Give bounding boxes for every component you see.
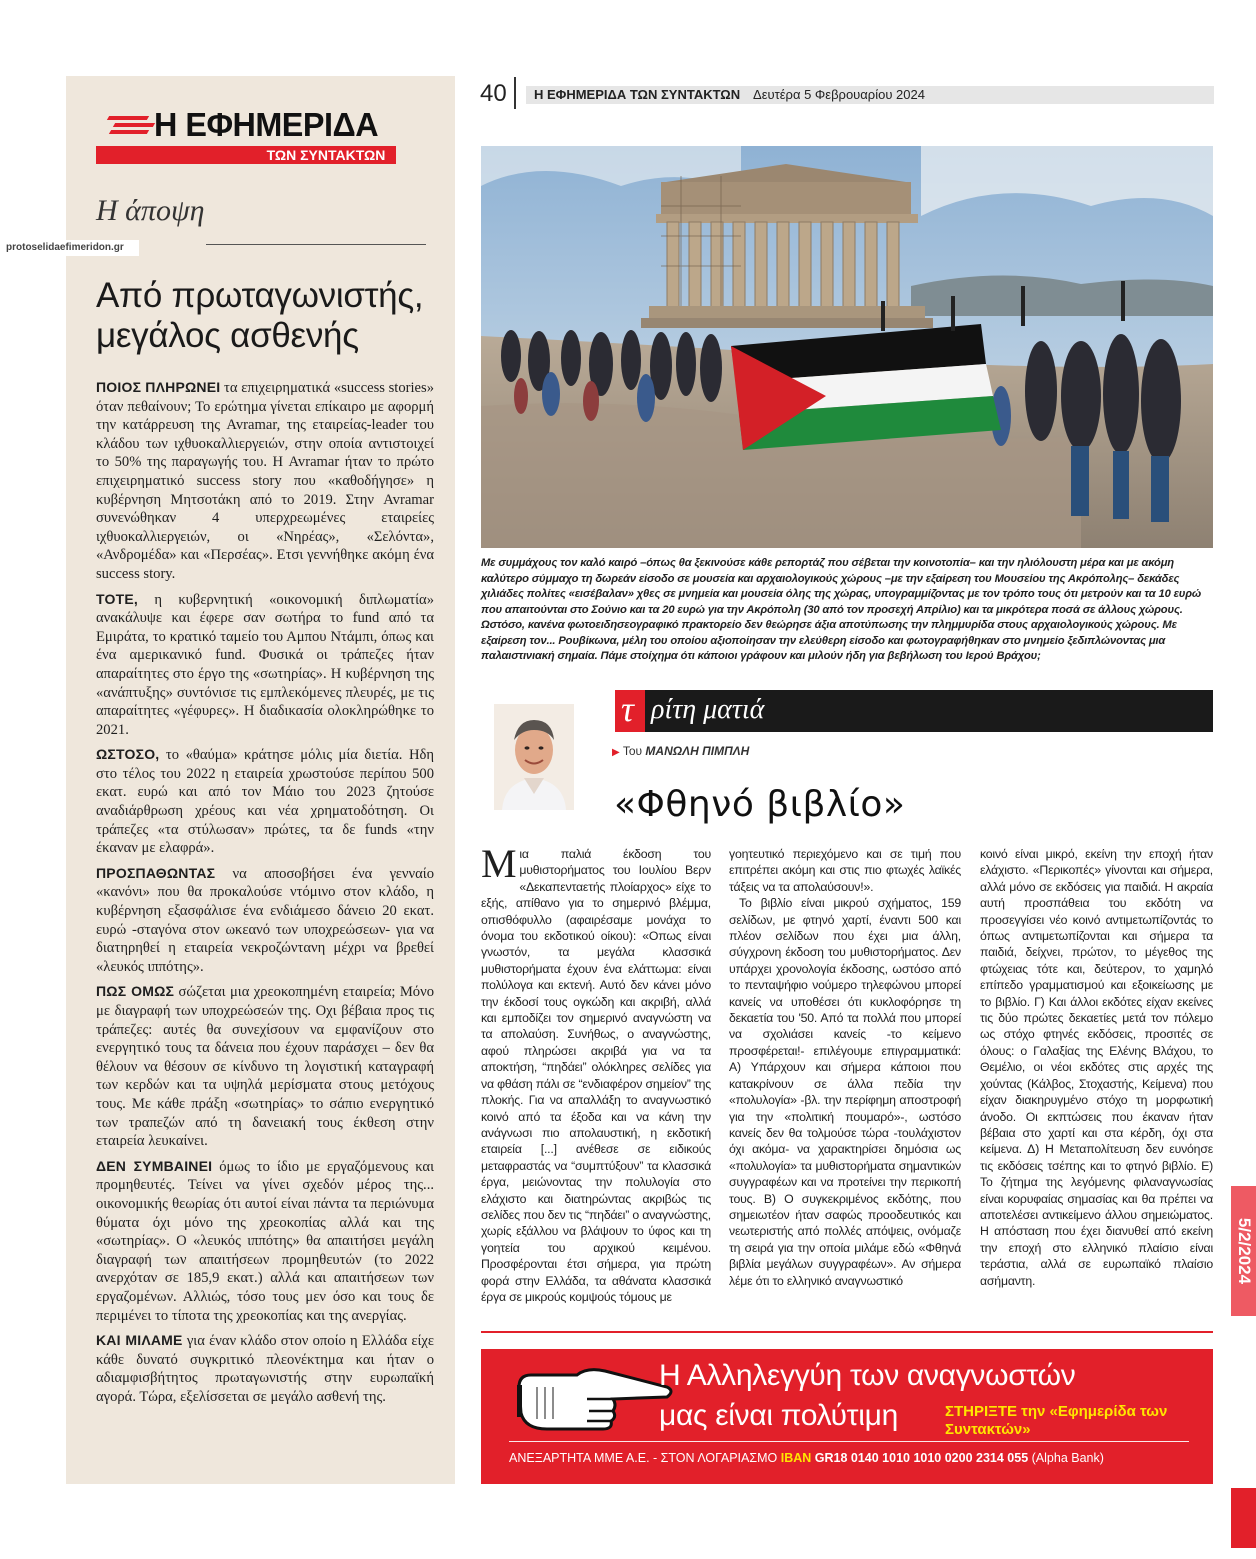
ad-iban-label: IBAN — [780, 1451, 812, 1465]
article-paragraph: κοινό είναι μικρό, εκείνη την εποχή ήταν ελάχιστο. «Περικοπές» γίνονται και σήμερα, αλλά μόνο σε εκδόσεις για παιδιά. Η ακραία αυτή προσπάθεια του εκδότη να προσεγγίσει νέο κοινό αντιμετωπίζοντάς το όπως αντιμετωπίζονται και σήμερα τα παιδιά, δείχνει, πρώτον, το μέγεθος της φτώχειας τότε και, δεύτερον, το χαμηλό επίπεδο γραμματισμού και εξοικείωσης με το βιβλίο. Γ) Και άλλοι εκδότες είχαν εκείνες τις δύο πρώτες δεκαετίες μετά τον πόλεμο ως στόχο φτηνές εκδόσεις, προσιτές σε όλους: ο Γαλαξίας της Ελένης Βλάχου, το Θεμέλιο, οι νέοι εκδότες στις αρχές της χούντας (Κάλβος, Στοχαστής, Κείμενα) που είχαν διακηρυγμένο στόχο τη μορφωτική άνοδο. Οι εκπτώσεις που έκαναν ήταν βέβαια στο χαρτί και στα κέρδη, όχι στα κείμενα. Δ) Η Μεταπολίτευση δεν ευνόησε τις εκδόσεις τσέπης και το φτηνό βιβλίο. Ε) Το ζήτημα της λεγόμενης φιλαναγνωσίας είναι κορυφαίας σημασίας και θα πρέπει να αποτελέσει αντικείμενο άλλου σημειώματος. Η απόσταση που έχει διανυθεί από εκείνη την εποχή στο ελληνικό πλαίσιο είναι τεράστια, αλλά σε ευρωπαϊκό πλαίσιο ασήμαντη. — [980, 847, 1213, 1288]
section-divider — [206, 244, 426, 245]
paragraph-text: τα επιχειρηματικά «success stories» όταν πεθαίνουν; Το ερώτημα γίνεται επίκαιρο με αφορμή την κατάρρευση της Avramar, της εταιρείας-leader του κλάδου των ιχθυοκαλλιεργειών, στην οποία αντιστοιχεί το 50% της παραγωγής του. Η Avramar ήταν το πρώτο επιχειρηματικό success story που «καθοδήγησε» η κυβέρνηση Μητσοτάκη από το 2019. Στην Avramar συνενώθηκαν 4 υπερχρεωμένες εταιρείες ιχθυοκαλλιεργειών, οι «Νηρέας», «Σελόντα», «Ανδρομέδα» και «Περσέας». Ετσι γεννήθηκε ακόμη ένα success story. — [96, 380, 434, 582]
article-column-3 — [980, 846, 1213, 1289]
article-paragraph — [481, 841, 711, 1305]
photo-caption: Με συμμάχους τον καλό καιρό –όπως θα ξεκινούσε κάθε ρεπορτάζ που σέβεται την κοινοτοπία– και την ηλιόλουστη μέρα και με ακόμη καλύτερο σύμμαχο τη δωρεάν είσοδο σε μουσεία και αρχαιολογικούς χώρους –με την εξαίρεση του Μουσείου της Ακρόπολης– δεκάδες χιλιάδες πολίτες «εισέβαλαν» χθες σε μνημεία και μουσεία όλης της χώρας, υπογραμμίζοντας με τον τρόπο τους ότι μετρούν και τα 10 ευρώ που απαιτούνται στο Σούνιο και τα 20 ευρώ για την Ακρόπολη (30 από τον προσεχή Απρίλιο) και τα μικρότερα ποσά σε άλλους χώρους. Ωστόσο, κανένα φωτοειδησεογραφικό πρακτορείο δεν θεώρησε άξια αποτύπωσης την πλημμυρίδα στους αρχαιολογικούς χώρους. Με εξαίρεση τον... Ρουβίκωνα, μέλη του οποίου αξιοποίησαν την ελεύθερη είσοδο και φωτογραφήθηκαν στο μνημείο ξεδιπλώνοντας μια παλαιστινιακή σημαία. Πάμε στοίχημα ότι κάποιοι γράφουν και μιλούν ήδη για βεβήλωση του Ιερού Βράχου; — [481, 557, 1202, 662]
paragraph-text: το «θαύμα» κράτησε μόλις μία διετία. Ηδη στο τέλος του 2022 η εταιρεία χρωστούσε περίπου 500 εκατ. ευρώ και από τον Μάιο του 2023 ζητούσε αναδιάρθρωση χρέους και νέα χρηματοδότηση. Οι τράπεζες «τα στύλωσαν» πρώτες, τα δε funds «την έκαναν με ελαφρά». — [96, 747, 434, 857]
section-label: Η άποψη — [96, 194, 205, 227]
paragraph-text: όμως το ίδιο με εργαζόμενους και προμηθευτές. Τείνει να γίνει σχεδόν μέρος της... οικονομικής θεωρίας ότι αυτοί είναι πάντα τα περιώνυμα θύματα όχι μόνο της χρεοκοπίας αλλά και της «σωτηρίας». Ο «λευκός ιππότης» θα απαιτήσει μεγάλη διαγραφή των απαιτήσεων προμηθευτών (το 2022 ανερχόταν σε 185,9 εκατ.) αλλά και απαιτήσεων των εργαζομένων. Αλλιώς, τόσο τους μεν όσο και τους δε περιμένει το τίποτα της χρεοκοπίας και της ανεργίας. — [96, 1158, 434, 1324]
opinion-paragraph — [96, 378, 434, 584]
watermark: protoselidaefimeridon.gr — [3, 240, 139, 256]
article-paragraph: Το βιβλίο είναι μικρού σχήματος, 159 σελίδων, με φτηνό χαρτί, έναντι 500 και πλέον σελίδων που έχει μια άλλη, σύγχρονη έκδοση του μυθιστορήματος. Δεν υπάρχει χρονολογία έκδοσης, ωστόσο από το πενταψήφιο νούμερο τηλεφώνου μπορεί κανείς να υποθέσει ότι κυκλοφόρησε τη δεκαετία του '50. Από τα πολλά που μπορεί να σχολιάσει κανείς -το κείμενο προσφέρεται!- επιλέγουμε επιγραμματικά: Α) Υπάρχουν και σήμερα κάποιοι που κατακρίνουν σε άλλα πεδία την «πολυλογία» -βλ. την περίφημη αποστροφή για την «πολιτική πουμαρό»-, ωστόσο κανείς δεν θα τολμούσε τώρα -τουλάχιστον όχι ακόμα- να χαρακτηρίσει δημόσια ως «πολυλογία» τα μυθιστορήματα σημαντικών συγγραφέων και να προτείνει την περικοπή τους. Β) Ο συγκεκριμένος εκδότης, που σημειωτέον ήταν σαφώς προοδευτικός και νεωτεριστής από πολλές απόψεις, ονόμαζε τη σειρά για την οποία μιλάμε εδώ «Φθηνά βιβλία μεγάλων συγγραφέων». Αν σήμερα λέμε ότι το ελληνικό αναγνωστικό — [729, 896, 961, 1288]
pointing-hand-icon — [517, 1357, 677, 1435]
header-paper-name: Η ΕΦΗΜΕΡΙΔΑ ΤΩΝ ΣΥΝΤΑΚΤΩΝ — [534, 87, 741, 102]
paragraph-lead: ΔΕΝ ΣΥΜΒΑΙΝΕΙ — [96, 1157, 213, 1174]
ad-divider — [509, 1441, 1189, 1442]
opinion-paragraph — [96, 864, 434, 977]
drop-cap: Μ — [481, 841, 517, 886]
opinion-body — [96, 378, 434, 1412]
section-rule — [481, 1331, 1213, 1333]
ad-support-text: ΣΤΗΡΙΞΤΕ την «Εφημερίδα των Συντακτών» — [945, 1403, 1168, 1438]
article-column-2 — [729, 846, 961, 1289]
ad-account-text: ΑΝΕΞΑΡΤΗΤΑ ΜΜΕ Α.Ε. - ΣΤΟΝ ΛΟΓΑΡΙΑΣΜΟ — [509, 1451, 778, 1465]
paragraph-lead: ΠΟΙΟΣ ΠΛΗΡΩΝΕΙ — [96, 379, 221, 395]
column-header-letter: τ — [621, 689, 634, 729]
side-tab-bottom — [1231, 1488, 1256, 1548]
ad-bank-name: (Alpha Bank) — [1031, 1451, 1104, 1465]
logo-main-text: Η ΕΦΗΜΕΡΙΔΑ — [154, 106, 379, 143]
ad-title: Η Αλληλεγγύη των αναγνωστών — [659, 1359, 1076, 1392]
opinion-paragraph — [96, 1157, 434, 1325]
paragraph-text: σώζεται μια χρεοκοπημένη εταιρεία; Μόνο με διαγραφή των υποχρεώσεών της. Οχι βέβαια προς τις τράπεζες: αυτές θα συνεχίσουν να εμφανίζουν στο ενεργητικό τους τα δάνεια που έχουν παράσχει – δεν θα θέλουν να θέσουν σε κίνδυνο τη λογιστική καταγραφή των κερδών και τα υψηλά μερίσματα στους μετόχους τους. Με κάθε πράξη «σωτηρίας» το σάπιο ενεργητικό των τραπεζών από τη δανειακή τους έκθεση στην εταιρεία λευκαίνει. — [96, 984, 434, 1150]
opinion-paragraph — [96, 745, 434, 858]
byline — [612, 744, 749, 758]
ad-iban-number: GR18 0140 1010 1010 0200 2314 055 — [814, 1451, 1029, 1465]
opinion-headline-line1: Από πρωταγωνιστής, — [96, 276, 424, 315]
paragraph-lead: ΩΣΤΟΣΟ, — [96, 746, 160, 763]
opinion-headline — [96, 276, 441, 356]
side-date-text: 5/2/2024 — [1235, 1217, 1254, 1285]
opinion-column — [66, 76, 455, 1484]
byline-arrow-icon: ▶ — [612, 747, 620, 758]
header-divider — [514, 77, 516, 109]
paragraph-lead: ΠΩΣ ΟΜΩΣ — [96, 983, 175, 1000]
paragraph-lead: ΠΡΟΣΠΑΘΩΝΤΑΣ — [96, 864, 216, 881]
article-text: ια παλιά έκδοση του μυθιστορήματος του Ιουλίου Βερν «Δεκαπενταετής πλοίαρχος» είχε το εξής, απίθανο για το σημερινό βλέμμα, οπισθόφυλλο (αφαιρέσαμε μονάχα το όνομα του εκδοτικού οίκου): «Οπως είναι γνωστόν, τα μεγάλα κλασσικά μυθιστορήματα έχουν ένα ελάττωμα: είναι πολύλογα και εκτενή. Αυτό δεν κάνει μόνο την έκδοσί τους ογκώδη και ακριβή, αλλά και εμποδίζει τον σημερινό αναγνώστη να τα απολαύση. Συνήθως, ο αναγνώστης, αφού πληρώσει ακριβά για να τα αποκτήση, “πηδάει” ολόκληρες σελίδες για να φθάση πάλι σε “ενδιαφέρον σημείον” της πλοκής. Για να απαλλάξη το αναγνωστικό κοινό από τα έξοδα και να κάνη την ανάγνωσι πιο απολαυστική, η εκδοτική εταιρεία [...] ανέθεσε σε ειδικούς μεταφραστάς να “συμπτύξουν” τα κλασσικά έργα, μειώνοντας την πολυλογία στο ελάχιστο και διατηρώντας ακριβώς τις σελίδες που δεν τις “πηδάει” ο αναγνώστης, χωρίς εξάλλου να βλάψουν το ύφος και τη γοητεία του αρχικού κειμένου. Προσφέρονται έτσι σήμερα, για πρώτη φορά στην Ελλάδα, τα αθάνατα κλασσικά έργα σε μικρούς κομψούς τόμους με — [481, 847, 711, 1304]
column-header-title: ρίτη ματιά — [651, 694, 765, 725]
logo-streaks-icon — [108, 114, 158, 136]
solidarity-ad[interactable] — [481, 1349, 1213, 1484]
newspaper-logo — [96, 106, 396, 164]
paragraph-text: η κυβερνητική «οικονομική διπλωματία» ανακάλυψε και έφερε σαν σωτήρα το fund από τα Εμιράτα, το κρατικό ταμείο του Αμπου Ντάμπι, όπως και ένα αμερικανικό fund. Φυσικά οι τράπεζες ήταν απαραίτητες στο έργο της «σωτηρίας». Η κυβέρνηση της «ανάπτυξης» συντόνισε τις εμπλεκόμενες πλευρές, με τις απαραίτητες «γέφυρες». Η διαδικασία ολοκληρώθηκε το 2021. — [96, 591, 434, 738]
ad-bank-details — [509, 1451, 1104, 1465]
paragraph-text: για έναν κλάδο στον οποίο η Ελλάδα είχε κάθε δυνατό συγκριτικό πλεονέκτημα και ήταν ο αδιαμφισβήτητος πρωταγωνιστής στην ευρωπαϊκή αγορά. Τώρα, εξελίσσεται σε μεγάλο ασθενή της. — [96, 1333, 435, 1405]
column-header — [615, 690, 1213, 732]
opinion-paragraph — [96, 982, 434, 1150]
author-portrait-icon — [494, 704, 574, 810]
header-strip — [526, 86, 1214, 104]
article-column-1 — [481, 841, 711, 1305]
opinion-headline-line2: μεγάλος ασθενής — [96, 316, 359, 355]
paragraph-text: να αποσοβήσει ένα γενναίο «κανόνι» που θα προκαλούσε ντόμινο στον κλάδο, η κυβέρνηση εξασφάλισε ένα ενδιάμεσο δάνειο 20 εκατ. ευρώ -σταγόνα στον ωκεανό των υποχρεώσεων- για να διατηρηθεί η εταιρεία νεκροζώντανη μέχρι να βρεθεί «λευκός ιππότης». — [96, 865, 434, 975]
header-date: Δευτέρα 5 Φεβρουαρίου 2024 — [753, 87, 925, 102]
paragraph-lead: ΚΑΙ ΜΙΛΑΜΕ — [96, 1332, 183, 1349]
author-photo — [494, 704, 574, 810]
logo-sub-text: ΤΩΝ ΣΥΝΤΑΚΤΩΝ — [96, 146, 396, 164]
column-headline: «Φθηνό βιβλίο» — [614, 784, 906, 825]
article-paragraph: γοητευτικό περιεχόμενο και σε τιμή που επιτρέπει ακόμη και στις πιο φτωχές λαϊκές τάξεις να τα απολαύσουν!». — [729, 847, 961, 894]
photo-illustration — [481, 146, 1213, 548]
side-date-tab — [1231, 1186, 1256, 1316]
opinion-paragraph — [96, 590, 434, 740]
page-number: 40 — [480, 80, 507, 107]
byline-prefix: Του — [622, 744, 643, 758]
paragraph-lead: ΤΟΤΕ, — [96, 590, 138, 607]
opinion-paragraph — [96, 1331, 434, 1406]
byline-author: ΜΑΝΩΛΗ ΠΙΜΠΛΗ — [645, 744, 750, 758]
ad-subtitle: μας είναι πολύτιμη — [659, 1399, 898, 1432]
acropolis-photo — [481, 146, 1213, 548]
